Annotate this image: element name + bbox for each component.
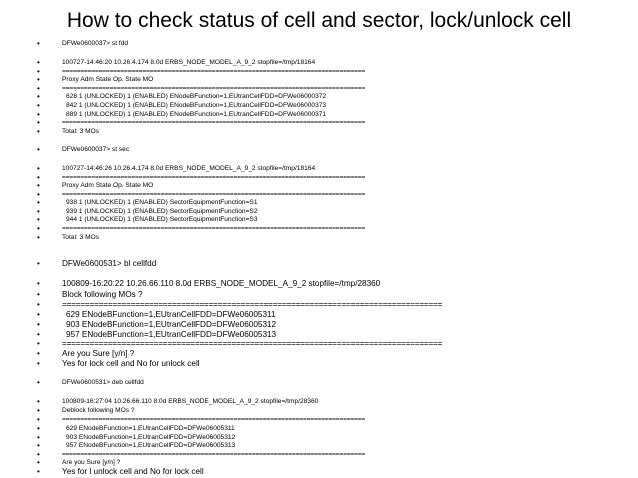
line-text: Are you Sure [y/n] ? xyxy=(62,349,135,358)
bullet-icon: • xyxy=(37,181,40,190)
bullet-line xyxy=(0,144,638,156)
bullet-icon: • xyxy=(37,39,40,48)
bullet-icon: • xyxy=(37,397,40,406)
bullet-line xyxy=(0,258,638,270)
separator-text: =================================================================================== xyxy=(62,451,366,458)
bullet-icon: • xyxy=(37,207,40,216)
line-text: 629 ENodeBFunction=1,EUtranCellFDD=DFWe06005311 xyxy=(66,310,276,319)
line-text: 957 ENodeBFunction=1,EUtranCellFDD=DFWe06005313 xyxy=(66,330,277,339)
bullet-icon: • xyxy=(37,118,40,127)
bullet-icon: • xyxy=(37,406,40,415)
bullet-icon: • xyxy=(37,110,40,119)
bullet-icon: • xyxy=(37,279,40,288)
separator-text: =================================================================================== xyxy=(62,85,366,92)
line-text: 889 1 (UNLOCKED) 1 (ENABLED) ENodeBFunction=1,EUtranCellFDD=DFWe06000371 xyxy=(66,111,327,118)
line-text: 903 ENodeBFunction=1,EUtranCellFDD=DFWe06005312 xyxy=(66,320,277,329)
bullet-icon: • xyxy=(37,320,40,329)
bullet-icon: • xyxy=(37,75,40,84)
separator-text: =================================================================================== xyxy=(62,174,366,181)
bullet-icon: • xyxy=(37,215,40,224)
bullet-line xyxy=(0,377,638,389)
line-text: DFWe0600531> deb cellfdd xyxy=(62,379,144,386)
separator-text: =================================================================================== xyxy=(62,225,366,232)
bullet-icon: • xyxy=(37,84,40,93)
bullet-line xyxy=(0,358,638,370)
bullet-icon: • xyxy=(37,441,40,450)
bullet-icon: • xyxy=(37,339,40,348)
line-text: Block following MOs ? xyxy=(62,290,143,299)
line-text: Proxy Adm State Op. State MO xyxy=(62,182,154,189)
line-text: Yes for l unlock cell and No for lock cell xyxy=(62,467,204,476)
line-text: Deblock following MOs ? xyxy=(62,407,135,414)
line-text: 629 ENodeBFunction=1,EUtranCellFDD=DFWe06005311 xyxy=(66,425,235,432)
bullet-icon: • xyxy=(37,450,40,459)
bullet-icon: • xyxy=(37,164,40,173)
line-text: 944 1 (UNLOCKED) 1 (ENABLED) SectorEquipmentFunction=S3 xyxy=(66,216,258,223)
bullet-icon: • xyxy=(37,330,40,339)
line-text: 100809-16:20:22 10.26.66.110 8.0d ERBS_NODE_MODEL_A_9_2 stopfile=/tmp/28360 xyxy=(62,279,381,288)
separator-text: =================================================================================== xyxy=(62,68,366,75)
line-text: DFWe0600037> st sec xyxy=(62,146,130,153)
bullet-icon: • xyxy=(37,424,40,433)
bullet-icon: • xyxy=(37,415,40,424)
bullet-icon: • xyxy=(37,58,40,67)
line-text: 939 1 (UNLOCKED) 1 (ENABLED) SectorEquipmentFunction=S2 xyxy=(66,208,258,215)
bullet-icon: • xyxy=(37,433,40,442)
bullet-line xyxy=(0,232,638,244)
slide-title: How to check status of cell and sector, lock/unlock cell xyxy=(66,9,572,32)
bullet-icon: • xyxy=(37,458,40,467)
bullet-icon: • xyxy=(37,467,40,476)
bullet-icon: • xyxy=(37,67,40,76)
bullet-icon: • xyxy=(37,300,40,309)
line-text: Proxy Adm State Op. State MO xyxy=(62,76,154,83)
bullet-icon: • xyxy=(37,127,40,136)
line-text: Total: 3 MOs xyxy=(62,128,100,135)
bullet-icon: • xyxy=(37,310,40,319)
bullet-line xyxy=(0,466,638,478)
bullet-icon: • xyxy=(37,190,40,199)
line-text: 100727-14:46:20 10.26.4.174 8.0d ERBS_NODE_MODEL_A_9_2 stopfile=/tmp/18164 xyxy=(62,59,316,66)
line-text: 842 1 (UNLOCKED) 1 (ENABLED) ENodeBFunction=1,EUtranCellFDD=DFWe06000373 xyxy=(66,102,327,109)
bullet-icon: • xyxy=(37,198,40,207)
bullet-icon: • xyxy=(37,359,40,368)
bullet-line xyxy=(0,126,638,138)
line-text: 938 1 (UNLOCKED) 1 (ENABLED) SectorEquipmentFunction=S1 xyxy=(66,199,258,206)
line-text: 903 ENodeBFunction=1,EUtranCellFDD=DFWe06005312 xyxy=(66,434,236,441)
bullet-icon: • xyxy=(37,92,40,101)
separator-text: =================================================================================== xyxy=(62,300,443,309)
line-text: 957 ENodeBFunction=1,EUtranCellFDD=DFWe06005313 xyxy=(66,442,236,449)
separator-text: =================================================================================== xyxy=(62,416,366,423)
line-text: DFWe0600531> bl cellfdd xyxy=(62,259,157,268)
bullet-icon: • xyxy=(37,378,40,387)
bullet-icon: • xyxy=(37,173,40,182)
line-text: Total: 3 MOs xyxy=(62,234,100,241)
bullet-icon: • xyxy=(37,145,40,154)
line-text: Are you Sure [y/n] ? xyxy=(62,459,121,466)
bullet-icon: • xyxy=(37,259,40,268)
bullet-icon: • xyxy=(37,233,40,242)
line-text: 628 1 (UNLOCKED) 1 (ENABLED) ENodeBFunction=1,EUtranCellFDD=DFWe06000372 xyxy=(66,93,327,100)
bullet-icon: • xyxy=(37,349,40,358)
line-text: 100809-16:27:04 10.26.66.110 8.0d ERBS_NODE_MODEL_A_9_2 stopfile=/tmp/28360 xyxy=(62,398,319,405)
line-text: 100727-14:46:26 10.26.4.174 8.0d ERBS_NODE_MODEL_A_9_2 stopfile=/tmp/18164 xyxy=(62,165,316,172)
line-text: DFWe0600037> st fdd xyxy=(62,40,129,47)
separator-text: =================================================================================== xyxy=(62,191,366,198)
bullet-icon: • xyxy=(37,290,40,299)
bullet-icon: • xyxy=(37,224,40,233)
separator-text: =================================================================================== xyxy=(62,119,366,126)
bullet-icon: • xyxy=(37,101,40,110)
line-text: Yes for lock cell and No for unlock cell xyxy=(62,359,200,368)
separator-text: =================================================================================== xyxy=(62,339,443,348)
bullet-line xyxy=(0,38,638,50)
